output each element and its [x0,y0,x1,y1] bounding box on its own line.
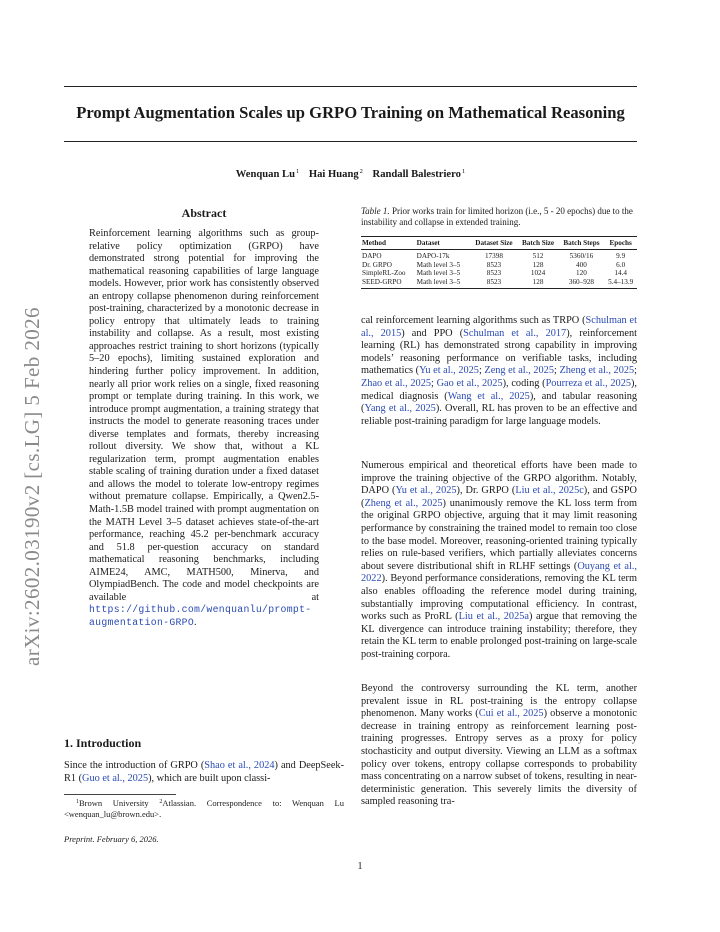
paragraph-text: ), and GSPO ( [361,485,637,509]
footnote-sup: 1 [76,799,79,805]
table-cell: Math level 3–5 [416,260,461,269]
table-cell: 128 [518,278,559,289]
code-url-link[interactable]: https://github.com/wenquanlu/prompt-augmentation-GRPO [89,604,312,628]
author-affiliation: 1 [461,168,466,175]
citation-link[interactable]: Yu et al., 2025 [395,485,457,497]
table-cell: 400 [576,260,587,269]
table-cell: 8523 [486,260,502,269]
citation-link[interactable]: Yu et al., 2025 [419,365,479,377]
table-cell: 14.4 [614,269,627,278]
author-list [64,165,637,182]
table-cell: 8523 [486,269,502,278]
citation-link[interactable]: Gao et al., 2025 [436,377,503,389]
intro-paragraph-rl [361,315,637,428]
table-cell: SEED-GRPO [361,278,416,289]
footnote-sup: 2 [159,799,163,805]
table-cell: 120 [576,269,587,278]
table-cell: DAPO [362,252,382,261]
table-header: Batch Size [518,237,559,250]
paragraph-text: ), Dr. GRPO ( [456,485,516,497]
table-cell: DAPO-17k [416,252,450,261]
table-cell: Math level 3–5 [416,269,461,278]
intro-text: Since the introduction of GRPO ( [64,760,205,771]
table-header: Batch Steps [559,237,605,250]
paragraph-text: ). Overall, RL has proven to be an effective and reliable post-training paradigm for large language models. [361,403,637,427]
abstract-text [89,228,319,630]
citation-link[interactable]: Ouyang et al., 2022 [361,560,637,585]
table-label: Table 1. [361,206,390,216]
footnote-text: Atlassian. Correspondence to: Wenquan Lu <wenquan_lu@brown.edu>. [64,798,345,819]
paragraph-text: ) argue that removing the KL divergence can introduce training instability; therefore, they retain the KL term to enable prolonged post-training on large-scale post-training corpora. [361,611,637,660]
table-cell: Dr. GRPO [362,260,392,269]
paragraph-text: Beyond the controversy surrounding the KL term, another prevalent issue in RL post-training is the entropy collapse phenomenon. Many works ( [361,683,637,720]
citation-link[interactable]: Shao et al., 2024 [204,760,275,771]
table-cell: 17398 [484,252,503,261]
citation-link[interactable]: Zhao et al., 2025 [361,377,431,389]
table-row [361,250,637,261]
paragraph-text: cal reinforcement learning algorithms such as TRPO ( [361,315,586,326]
paragraph-text: Numerous empirical and theoretical efforts have been made to improve the training objective of the GRPO algorithm. Notably, DAPO ( [361,460,637,497]
intro-paragraph-kl [361,460,637,662]
paragraph-text: ), and tabular reasoning ( [361,390,638,415]
page-number: 1 [357,861,363,872]
prior-works-table [361,236,637,289]
paragraph-text: ; [431,377,437,389]
paper-title: Prompt Augmentation Scales up GRPO Training on Mathematical Reasoning [76,103,625,122]
citation-link[interactable]: Zeng et al., 2025 [484,365,554,377]
affiliation-footnote [64,797,344,820]
table-caption-text: Prior works train for limited horizon (i.e., 5 - 20 epochs) due to the instability and collapse in extended training. [361,206,633,227]
abstract-end: . [194,616,197,628]
introduction-paragraph [64,760,344,785]
citation-link[interactable]: Zheng et al., 2025 [364,497,443,509]
table-cell: Math level 3–5 [416,278,471,289]
table-cell: SimpleRL-Zoo [362,269,406,278]
citation-link[interactable]: Liu et al., 2025c [515,485,584,497]
citation-link[interactable]: Guo et al., 2025 [82,772,149,784]
preprint-note: Preprint. February 6, 2026. [64,834,159,844]
author-name: Hai Huang [308,169,359,180]
table-cell: 6.0 [616,260,626,269]
abstract-body: Reinforcement learning algorithms such as group-relative policy optimization (GRPO) have demonstrated strong potential for improving the mathematical reasoning capabilities of large language models. However, prior work has consistently observed an entropy collapse phenomenon during reinforcement post-training, characterized by a monotonic decrease in policy entropy that ultimately leads to training instability and collapse. As a result, most existing approaches restrict training to short horizons (typically 5–20 epochs), limiting sustained exploration and hindering further policy improvement. In addition, nearly all prior work relies on a single, fixed reasoning prompt or template during training. In this work, we introduce prompt augmentation, a training strategy that instructs the model to generate reasoning traces under diverse templates and formats, thereby increasing rollout diversity. We show that, without a KL regularization term, prompt augmentation enables stable scaling of training duration under a fixed dataset and allows the model to tolerate low-entropy regimes without premature collapse. Empirically, a Qwen2.5-Math-1.5B model trained with prompt augmentation on the MATH Level 3–5 dataset achieves state-of-the-art performance, reaching 45.2 per-benchmark accuracy and 51.8 per-question accuracy on standard mathematical reasoning benchmarks, including AIME24, AMC, MATH500, Minerva, and OlympiadBench. The code and model checkpoints are available at [89,228,319,603]
paragraph-text: ; [478,365,485,377]
paragraph-text: ; [634,365,638,377]
table-header: Dataset [416,237,471,250]
author-name: Randall Balestriero [372,169,461,180]
table-cell: 8523 [470,278,517,289]
footnote-rule [64,794,176,795]
abstract-heading: Abstract [181,206,227,220]
author-name: Wenquan Lu [235,169,295,180]
arxiv-stamp: arXiv:2602.03190v2 [cs.LG] 5 Feb 2026 [20,307,44,666]
paragraph-text: ) unanimously remove the KL loss term from the original GRPO objective, arguing that it may limit reasoning performance by constraining the trained model to remain too close to the base model. Moreover, reasoning-oriented training typically relies on rule-based verifiers, which partially alleviates concerns about severe distributional shift in RLHF settings ( [361,497,637,572]
paragraph-text: ), reinforcement learning (RL) has demonstrated strong capability in improving models’ reasoning performance on verifiable tasks, including mathematics ( [361,327,638,377]
table-cell: 5360/16 [569,252,594,261]
table-cell: 9.9 [616,252,626,261]
paragraph-text: ), medical diagnosis ( [361,377,638,402]
intro-text: ), which are built upon classi- [148,772,271,784]
table-cell: 1024 [530,269,546,278]
title-rule-top [64,86,637,87]
table-row [361,261,637,269]
table-cell: 512 [532,252,544,261]
paragraph-text: ) and PPO ( [401,327,464,339]
citation-link[interactable]: Schulman et al., 2017 [463,327,567,339]
table-header-row [361,237,637,250]
citation-link[interactable]: Schulman et al., 2015 [361,315,637,339]
table-cell: 5.4–13.9 [604,278,637,289]
table-header: Dataset Size [470,237,517,250]
citation-link[interactable]: Wang et al., 2025 [447,390,530,402]
table-caption [361,206,637,228]
table-header: Method [361,237,416,250]
intro-text: ) and DeepSeek-R1 ( [64,760,344,784]
citation-link[interactable]: Liu et al., 2025a [458,611,529,623]
footnote-text: Brown University [79,798,160,808]
citation-link[interactable]: Cui et al., 2025 [478,708,544,720]
table-cell: 360–928 [559,278,605,289]
citation-link[interactable]: Pourreza et al., 2025 [545,377,631,389]
citation-link[interactable]: Zheng et al., 2025 [559,365,635,377]
table-row [361,278,637,289]
table-cell: 128 [532,260,544,269]
paragraph-text: ) observe a monotonic decrease in training entropy as reinforcement learning post-training progresses. Entropy serves as a proxy for policy stochasticity and output diversity. Viewing an LLM as a softmax policy over tokens, entropy collapse corresponds to probability mass concentrating on a narrow subset of tokens, resulting in near-deterministic generation. This severely limits the diversity of sampled reasoning tra- [361,708,637,808]
author-affiliation: 2 [359,168,363,175]
intro-paragraph-entropy [361,683,637,809]
citation-link[interactable]: Yang et al., 2025 [364,403,436,415]
introduction-heading: 1. Introduction [64,736,142,750]
table-header: Epochs [604,237,637,250]
author-affiliation: 1 [295,168,300,175]
paragraph-text: ; [553,365,560,377]
paragraph-text: ), coding ( [502,377,546,389]
paragraph-text: ). Beyond performance considerations, removing the KL term also enables offloading the reference model during training, substantially improving computational efficiency. In contrast, works such as ProRL ( [361,573,637,623]
title-rule-bottom [64,141,637,142]
table-row [361,269,637,277]
